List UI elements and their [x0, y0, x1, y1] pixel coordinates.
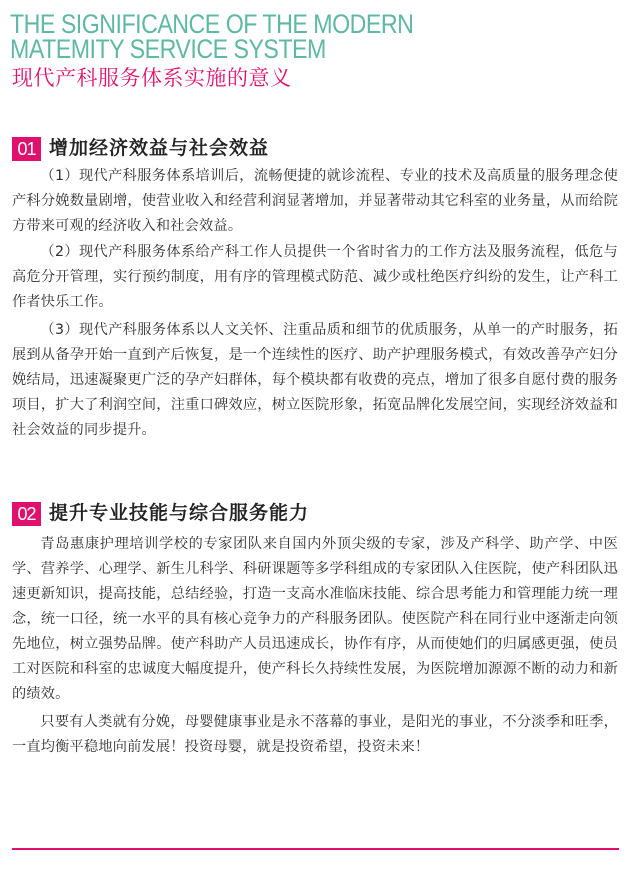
section-number-badge: 02: [12, 502, 41, 526]
chinese-title: 现代产科服务体系实施的意义: [12, 66, 292, 90]
section-number-badge: 01: [12, 137, 41, 161]
english-title-line-2: MATEMITY SERVICE SYSTEM: [10, 34, 326, 64]
english-title: [10, 9, 526, 64]
paragraph: （3）现代产科服务体系以人文关怀、注重品质和细节的优质服务，从单一的产时服务，拓展到从备孕开始一直到产后恢复，是一个连续性的医疗、助产护理服务模式，有效改善孕产妇分娩结局，迅速凝聚更广泛的孕产妇群体，每个模块都有收费的亮点，增加了很多自愿付费的服务项目，扩大了利润空间，注重口碑效应，树立医院形象，拓宽品牌化发展空间，实现经济效益和社会效益的同步提升。: [12, 322, 618, 438]
paragraph: 青岛惠康护理培训学校的专家团队来自国内外顶尖级的专家，涉及产科学、助产学、中医学、营养学、心理学、新生儿科学、科研课题等多学科组成的专家团队入住医院，使产科团队迅速更新知识，提高技能，总结经验，打造一支高水准临床技能、综合思考能力和管理能力统一理念，统一口径，统一水平的具有核心竞争力的产科服务团队。使医院产科在同行业中逐渐走向领先地位，树立强势品牌。使产科助产人员迅速成长，协作有序，从而使她们的归属感更强，使员工对医院和科室的忠诚度大幅度提升，使产科长久持续性发展，为医院增加源源不断的动力和新的绩效。: [12, 536, 618, 702]
paragraph: （1）现代产科服务体系培训后，流畅便捷的就诊流程、专业的技术及高质量的服务理念使产科分娩数量剧增，使营业收入和经营利润显著增加，并显著带动其它科室的业务量，从而给院方带来可观的经济收入和社会效益。: [12, 168, 618, 234]
section-01-header: [12, 131, 269, 161]
section-02-header: [12, 496, 309, 526]
section-title: 增加经济效益与社会效益: [49, 136, 270, 159]
section-title: 提升专业技能与综合服务能力: [49, 501, 310, 524]
bottom-divider: [12, 848, 619, 850]
paragraph: （2）现代产科服务体系给产科工作人员提供一个省时省力的工作方法及服务流程，低危与高危分开管理，实行预约制度，用有序的管理模式防范、减少或杜绝医疗纠纷的发生，让产科工作者快乐工作。: [12, 244, 618, 310]
paragraph: 只要有人类就有分娩，母婴健康事业是永不落幕的事业，是阳光的事业，不分淡季和旺季，一直均衡平稳地向前发展！投资母婴，就是投资希望，投资未来！: [12, 714, 618, 755]
english-title-line-1: THE SIGNIFICANCE OF THE MODERN: [10, 9, 414, 39]
